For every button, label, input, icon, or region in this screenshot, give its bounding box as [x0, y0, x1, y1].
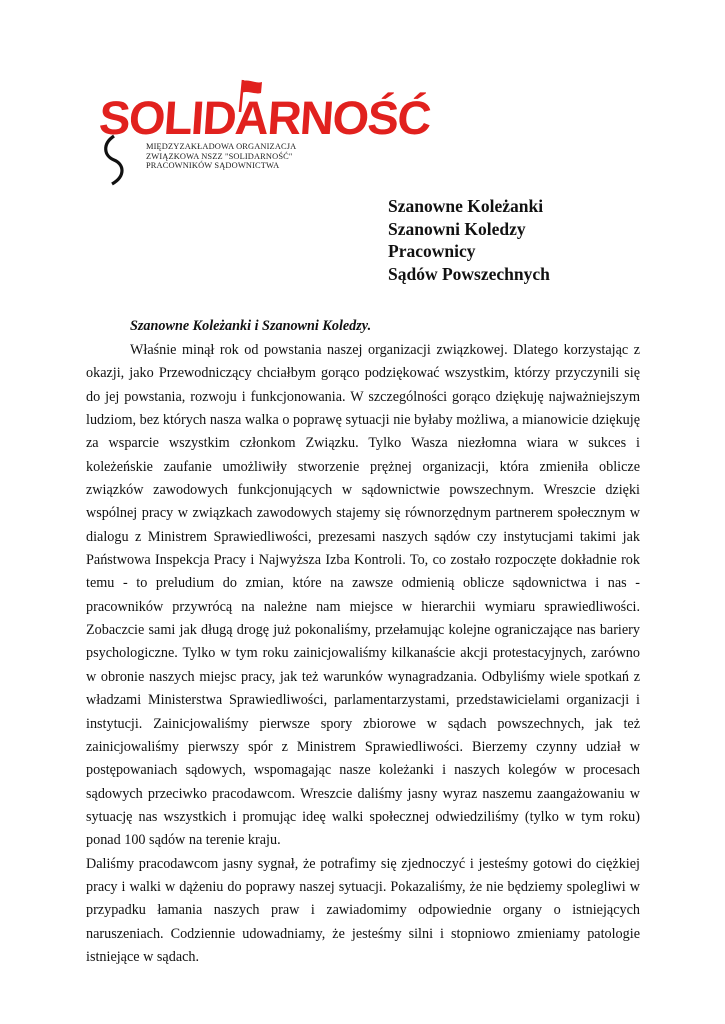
salutation: Szanowne Koleżanki i Szanowni Koledzy. [130, 318, 372, 334]
address-line: Szanowne Koleżanki [388, 196, 544, 216]
address-line: Sądów Powszechnych [388, 263, 550, 284]
recipient-address [388, 195, 550, 285]
solidarnosc-logo [97, 78, 432, 188]
svg-text:SOLIDARNOŚĆ: SOLIDARNOŚĆ [97, 91, 432, 144]
organization-name-line-2: ZWIĄZKOWA NSZZ "SOLIDARNOŚĆ" [146, 151, 293, 161]
solidarnosc-wordmark [97, 78, 432, 188]
body-paragraph: Daliśmy pracodawcom jasny sygnał, że potrafimy się zjednoczyć i jesteśmy gotowi do ciężkiej pracy i walki w dążeniu do poprawy naszej sytuacji. Pokazaliśmy, że nie będziemy spolegliwi w przypadku łamania naszych praw i zawiadomimy odpowiednie organy o istniejących naruszeniach. Codziennie udowadniamy, że jesteśmy silni i stopniowo zmieniamy patologie istniejące w sądach. [86, 855, 640, 965]
body-paragraph: Właśnie minął rok od powstania naszej organizacji związkowej. Dlatego korzystając z okazji, jako Przewodniczący chciałbym gorąco podziękować wszystkim, którzy przyczynili się do jej powstania, rozwoju i funkcjonowania. W szczególności gorąco dziękuję najważniejszym ludziom, bez których nasza walka o poprawę sytuacji nie byłaby możliwa, a mianowicie dziękuję za wsparcie wszystkim członkom Związku. Tylko Wasza niezłomna wiara w sukces i koleżeńskie zaufanie umożliwiły stworzenie prężnej organizacji, która zmieniła oblicze związków zawodowych funkcjonujących w sądownictwie powszechnym. Wreszcie dzięki wspólnej pracy w związkach zawodowych stajemy się równorzędnym partnerem społecznym w dialogu z Ministrem Sprawiedliwości, prezesami naszych sądów czy instytucjami takimi jak Państwowa Inspekcja Pracy i Najwyższa Izba Kontroli. To, co zostało rozpoczęte dokładnie rok temu - to preludium do zmian, które na zawsze odmienią oblicze sądownictwa i nas - pracowników przywrócą na należne nam miejsce w hierarchii wymiaru sprawiedliwości. Zobaczcie sami jak długą drogę już pokonaliśmy, przełamując kolejne ograniczające nas bariery psychologiczne. Tylko w tym roku zainicjowaliśmy kilkanaście akcji protestacyjnych, zarówno w obronie naszych miejsc pracy, jak też warunków wynagradzania. Odbyliśmy wiele spotkań z władzami Ministerstwa Sprawiedliwości, parlamentarzystami, przedstawicielami organizacji i instytucji. Zainicjowaliśmy pierwsze spory zbiorowe w sądach powszechnych, jak też zainicjowaliśmy pierwszy spór z Ministrem Sprawiedliwości. Bierzemy czynny udział w postępowaniach sądowych, wspomagając nasze koleżanki i naszych kolegów w procesach sądowych przeciwko pracodawcom. Wreszcie daliśmy jasny wyraz naszemu zaangażowaniu w sytuację nas wszystkich i promując ideę walki społecznej odwiedziliśmy (tylko w tym roku) ponad 100 sądów na terenie kraju. [86, 342, 640, 849]
letter-body [86, 339, 640, 969]
address-line: Pracownicy [388, 241, 476, 261]
organization-name-line-3: PRACOWNIKÓW SĄDOWNICTWA [146, 161, 280, 170]
address-line: Szanowni Koledzy [388, 218, 526, 239]
organization-name [146, 142, 296, 171]
organization-name-line-1: MIĘDZYZAKŁADOWA ORGANIZACJA [146, 142, 297, 151]
